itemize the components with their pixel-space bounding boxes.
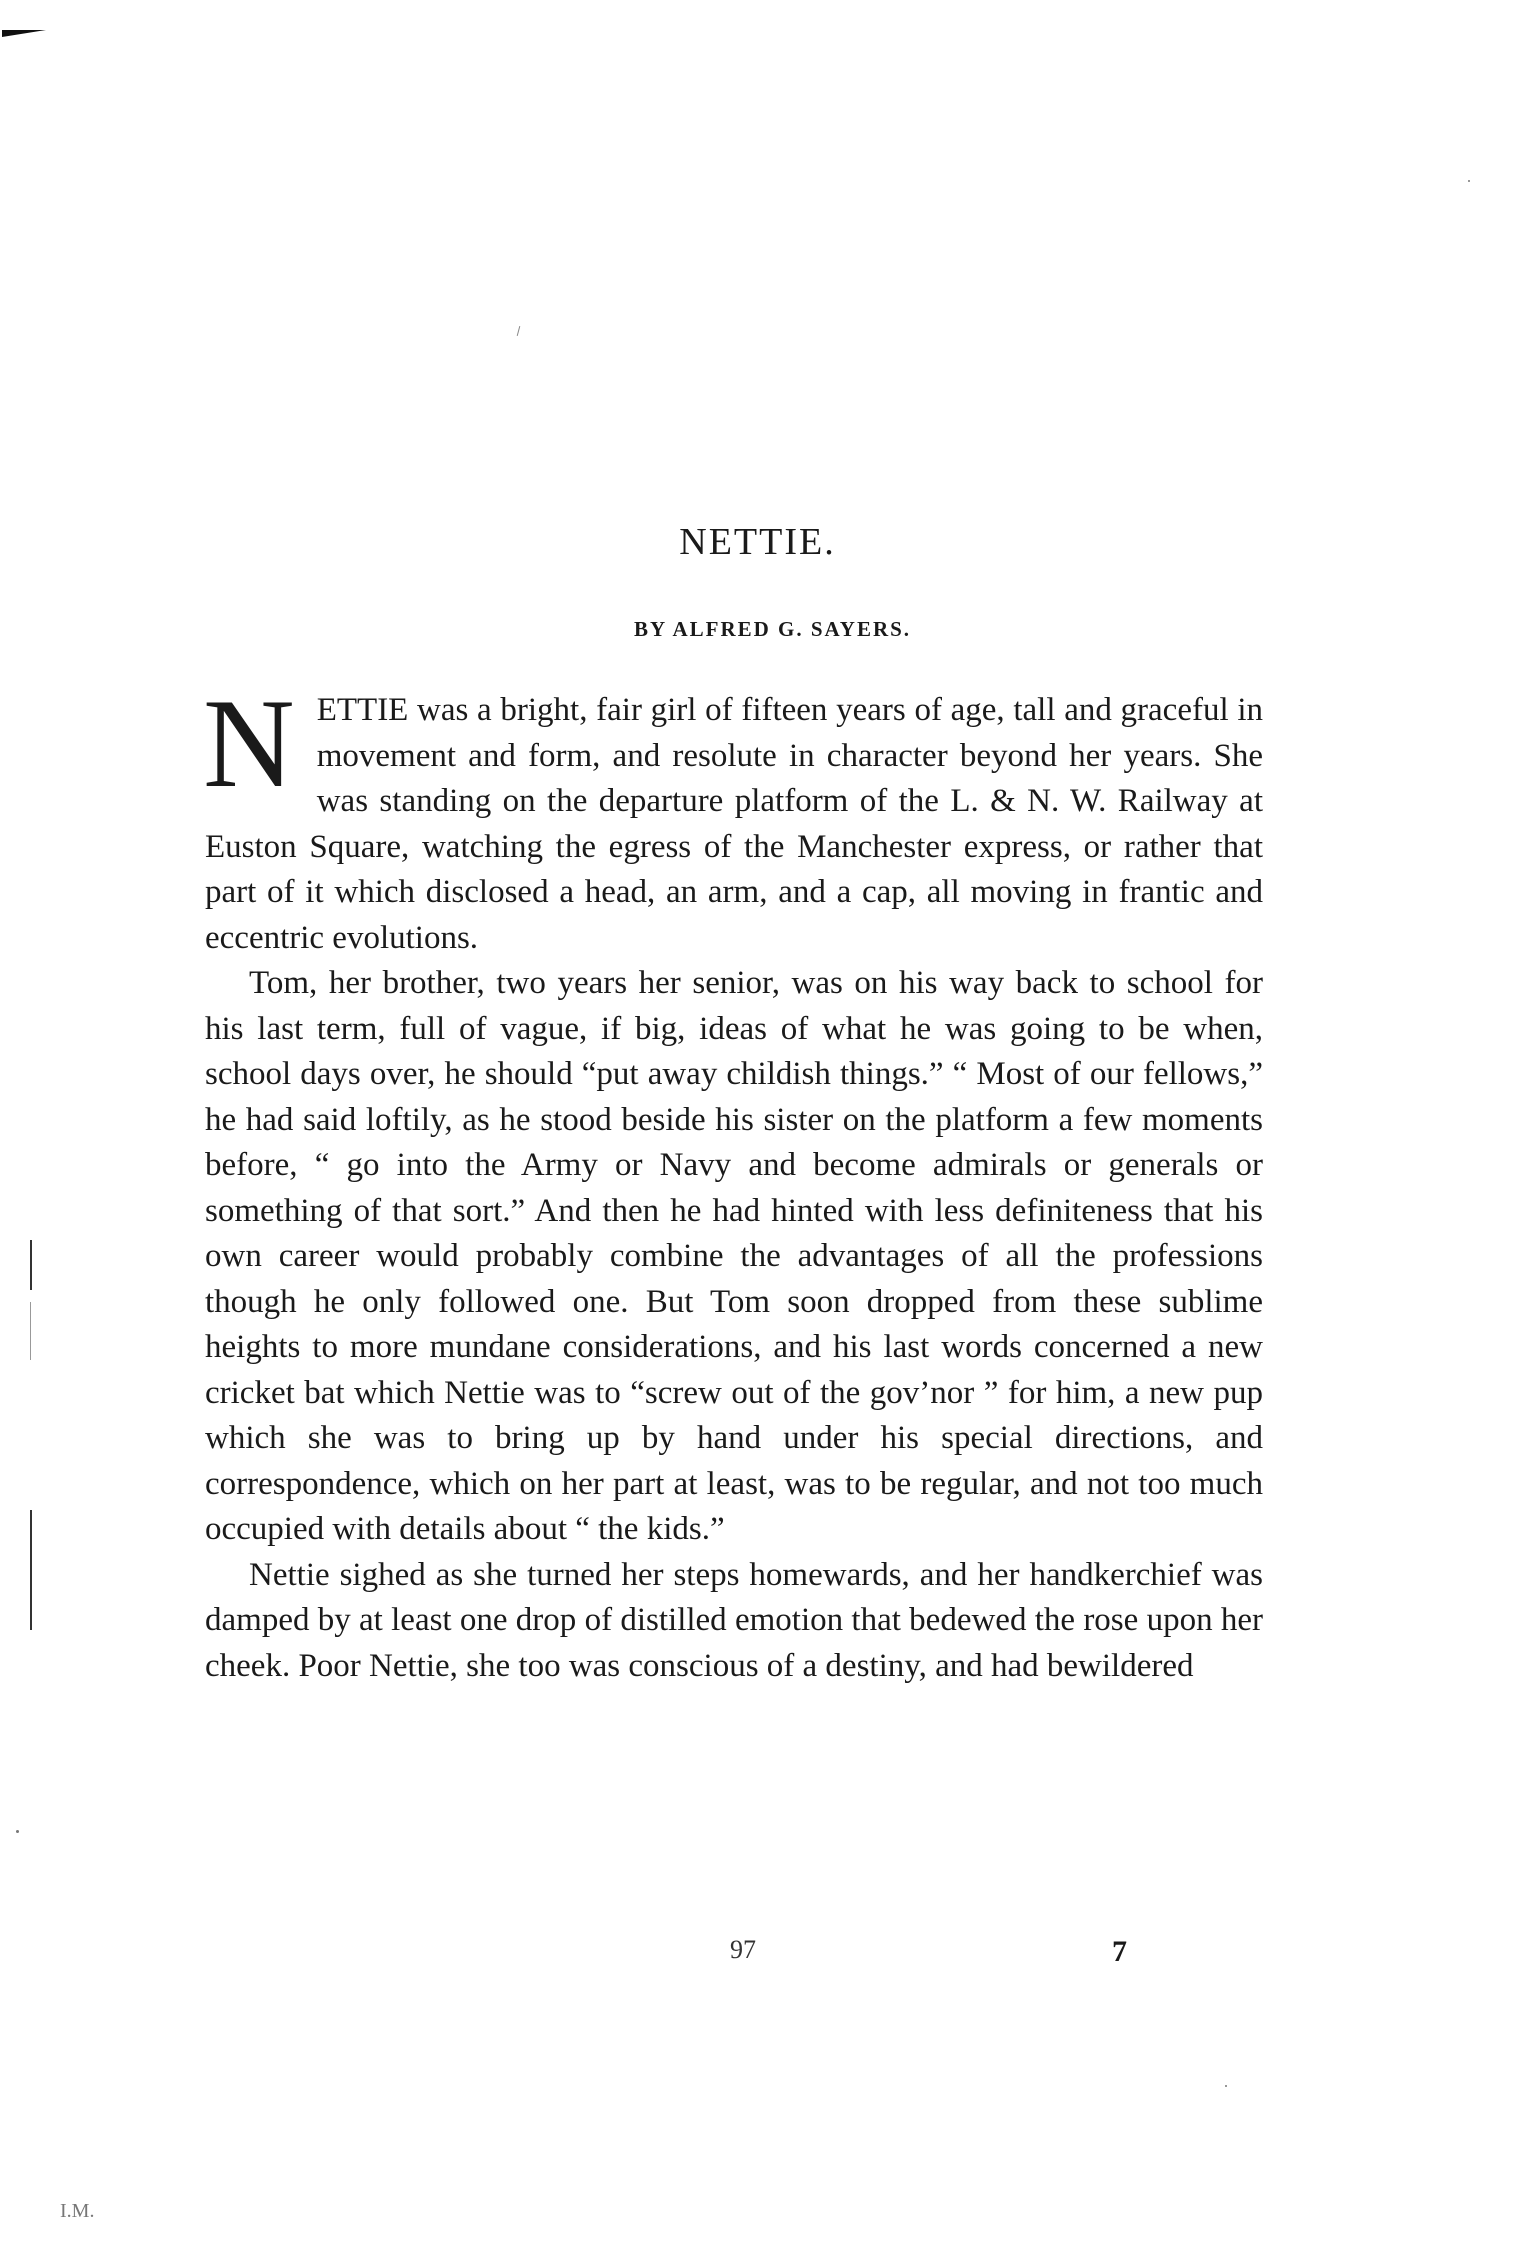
page-corner-mark	[2, 30, 46, 37]
margin-line	[30, 1302, 31, 1360]
paragraph: Nettie sighed as she turned her steps homewards, and her handkerchief was damped by at least one drop of distilled emotion that bedewed the rose upon her cheek. Poor Nettie, she too was conscious of a destiny, and had bewildered	[205, 1556, 1263, 1684]
speck	[1468, 180, 1470, 182]
paragraph	[203, 674, 1263, 961]
paragraph-text: ETTIE was a bright, fair girl of fifteen years of age, tall and graceful in movement and form, and resolute in character beyond her years. She was standing on the departure platform of the L. & N. W. Railway at Euston Square, watching the egress of the Manchester express, or rather that part of it which disclosed a head, an arm, and a cap, all moving in frantic and eccentric evolutions.	[205, 692, 1263, 956]
drop-cap: N	[203, 674, 295, 814]
speck	[1225, 2085, 1227, 2087]
page-title: NETTIE.	[679, 521, 836, 563]
paragraph: Tom, her brother, two years her senior, was on his way back to school for his last term, full of vague, if big, ideas of what he was going to be when, school days over, he should “put away childish things.” “ Most of our fellows,” he had said loftily, as he stood beside his sister on the platform a few moments before, “ go into the Army or Navy and become admirals or generals or something of that sort.” And then he had hinted with less definiteness that his own career would probably combine the advantages of all the professions though he only followed one. But Tom soon dropped from these sublime heights to more mundane considerations, and his last words concerned a new cricket bat which Nettie was to “screw out of the gov’nor ” for him, a new pup which she was to bring up by hand under his special directions, and correspondence, which on her part at least, was to be regular, and not too much occupied with details about “ the kids.”	[205, 965, 1263, 1547]
margin-line	[30, 1510, 32, 1630]
bottom-stamp: I.M.	[60, 2200, 95, 2222]
margin-line	[30, 1240, 32, 1290]
page-number: 97	[730, 1935, 756, 1964]
signature-mark: 7	[1112, 1935, 1127, 1968]
story-text	[203, 674, 1263, 1689]
stray-mark	[517, 326, 521, 336]
author-byline: BY ALFRED G. SAYERS.	[633, 617, 912, 641]
speck	[16, 1830, 19, 1833]
